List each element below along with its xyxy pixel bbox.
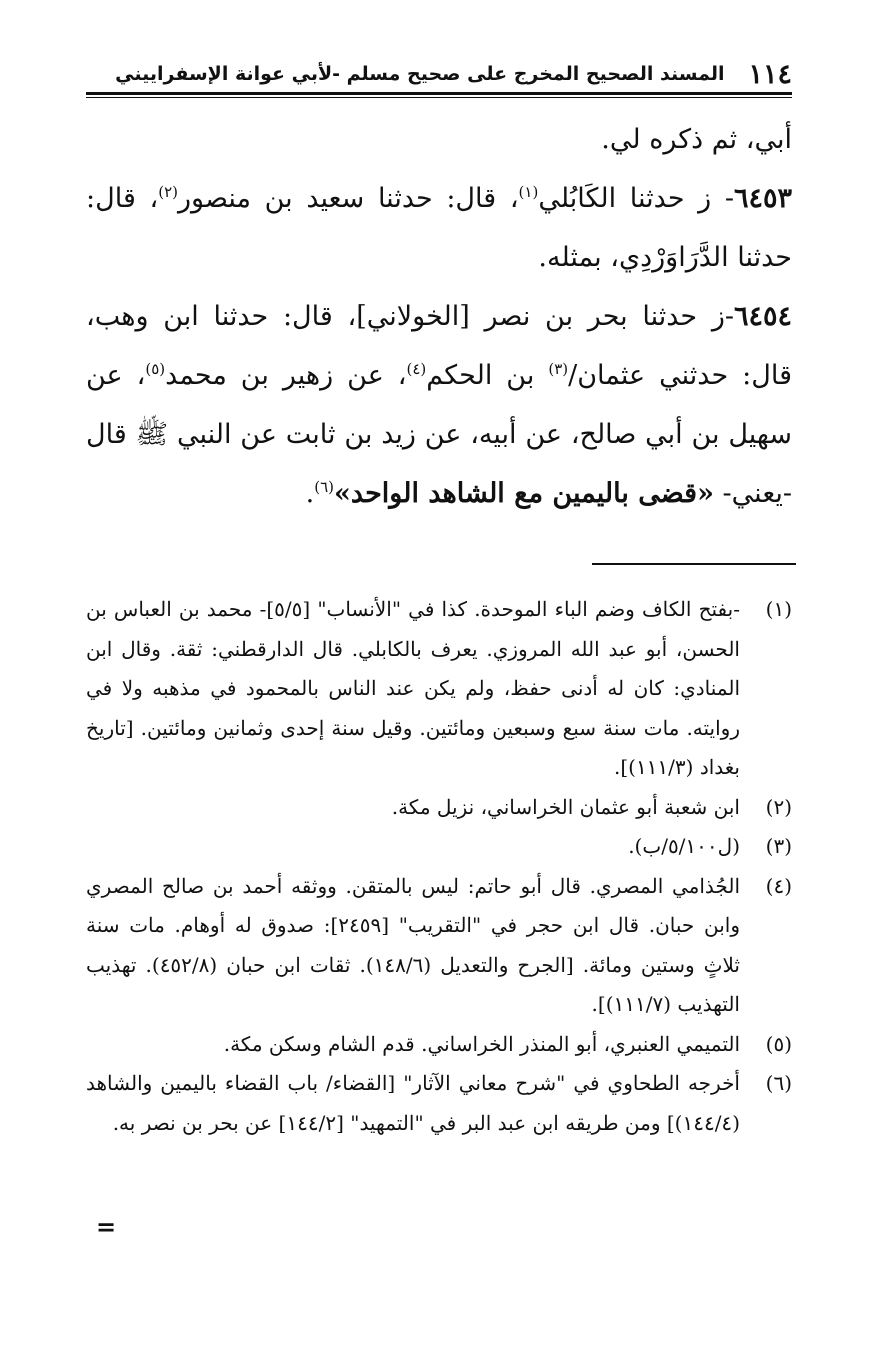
footnote-text: -بفتح الكاف وضم الباء الموحدة. كذا في "الأنساب" [٥/٥]- محمد بن العباس بن الحسن، أبو عبد الله المروزي. يعرف بالكابلي. قال الدارقطني: ثقة. وقال ابن المنادي: كان له أدنى حفظ، ولم يكن عند الناس بالمحمود في مذهبه ولا في روايته. مات سنة سبع وسبعين ومائتين. وقيل سنة إحدى وثمانين ومائتين. [تاريخ بغداد (١١١/٣)].	[86, 597, 740, 779]
hadith-text: .	[305, 478, 315, 509]
hadith-text: - ز حدثنا الكَابُلي	[538, 183, 734, 214]
footnote	[86, 788, 792, 828]
footnote-label: (٥)	[765, 1031, 792, 1056]
main-text	[86, 110, 792, 523]
footnote-ref: (٢)	[158, 183, 178, 201]
hadith-entry-6453	[86, 169, 792, 287]
footnote-ref: (٤)	[406, 360, 427, 378]
footnote-label: (٣)	[765, 834, 792, 858]
footnotes	[86, 590, 792, 1143]
hadith-text: -ز حدثنا بحر بن نصر [الخولاني]، قال: حدثنا ابن وهب، قال: حدثني عثمان/	[86, 301, 792, 391]
end-mark: =	[96, 1212, 117, 1241]
footnote-ref: (١)	[518, 183, 539, 201]
header-rule-thick	[86, 92, 792, 95]
page-header	[86, 56, 792, 92]
footnote-separator	[592, 563, 796, 565]
footnote-text: ابن شعبة أبو عثمان الخراساني، نزيل مكة.	[391, 794, 740, 819]
footnote-label: (٤)	[765, 873, 792, 898]
prophetic-quote: «قضى باليمين مع الشاهد الواحد»	[334, 478, 714, 509]
footnote-label: (١)	[765, 597, 792, 621]
hadith-text: ، قال: حدثنا الدَّرَاوَرْدِي، بمثله.	[86, 183, 792, 273]
footnote	[86, 1064, 792, 1143]
hadith-text: ، قال: حدثنا سعيد بن منصور	[177, 183, 519, 214]
hadith-entry-6454	[86, 287, 792, 523]
footnote	[86, 590, 792, 788]
footnote-text: (ل٥/١٠٠/ب).	[628, 834, 740, 858]
footnote-ref: (٥)	[145, 360, 166, 378]
footnote-label: (٦)	[765, 1071, 792, 1095]
hadith-number: ٦٤٥٣	[733, 183, 792, 214]
running-title: المسند الصحيح المخرج على صحيح مسلم -لأبي عوانة الإسفراييني	[115, 63, 725, 85]
header-rule-thin	[86, 97, 792, 98]
hadith-number: ٦٤٥٤	[733, 301, 792, 332]
footnote	[86, 867, 792, 1025]
hadith-text: ، عن سهيل بن أبي صالح، عن أبيه، عن زيد بن ثابت عن النبي ﷺ قال -يعني-	[86, 360, 792, 509]
footnote	[86, 1025, 792, 1065]
continuation-line: أبي، ثم ذكره لي.	[601, 124, 792, 155]
footnote-ref: (٦)	[314, 478, 335, 496]
page-number: ١١٤	[748, 58, 792, 90]
footnote-text: أخرجه الطحاوي في "شرح معاني الآثار" [القضاء/ باب القضاء باليمين والشاهد (١٤٤/٤)] ومن طريقه ابن عبد البر في "التمهيد" [١٤٤/٢] عن بحر بن نصر به.	[86, 1071, 740, 1135]
footnote-ref: (٣)	[548, 360, 569, 378]
footnote-label: (٢)	[765, 794, 792, 819]
footnote-text: الجُذامي المصري. قال أبو حاتم: ليس بالمتقن. ووثقه أحمد بن صالح المصري وابن حبان. قال ابن حجر في "التقريب" [٢٤٥٩]: صدوق له أوهام. مات سنة ثلاثٍ وستين ومائة. [الجرح والتعديل (١٤٨/٦). ثقات ابن حبان (٤٥٢/٨). تهذيب التهذيب (١١١/٧)].	[86, 873, 740, 1016]
hadith-text: بن الحكم	[426, 360, 549, 391]
hadith-text: ، عن زهير بن محمد	[165, 360, 407, 391]
footnote	[86, 827, 792, 867]
footnote-text: التميمي العنبري، أبو المنذر الخراساني. قدم الشام وسكن مكة.	[223, 1031, 740, 1056]
